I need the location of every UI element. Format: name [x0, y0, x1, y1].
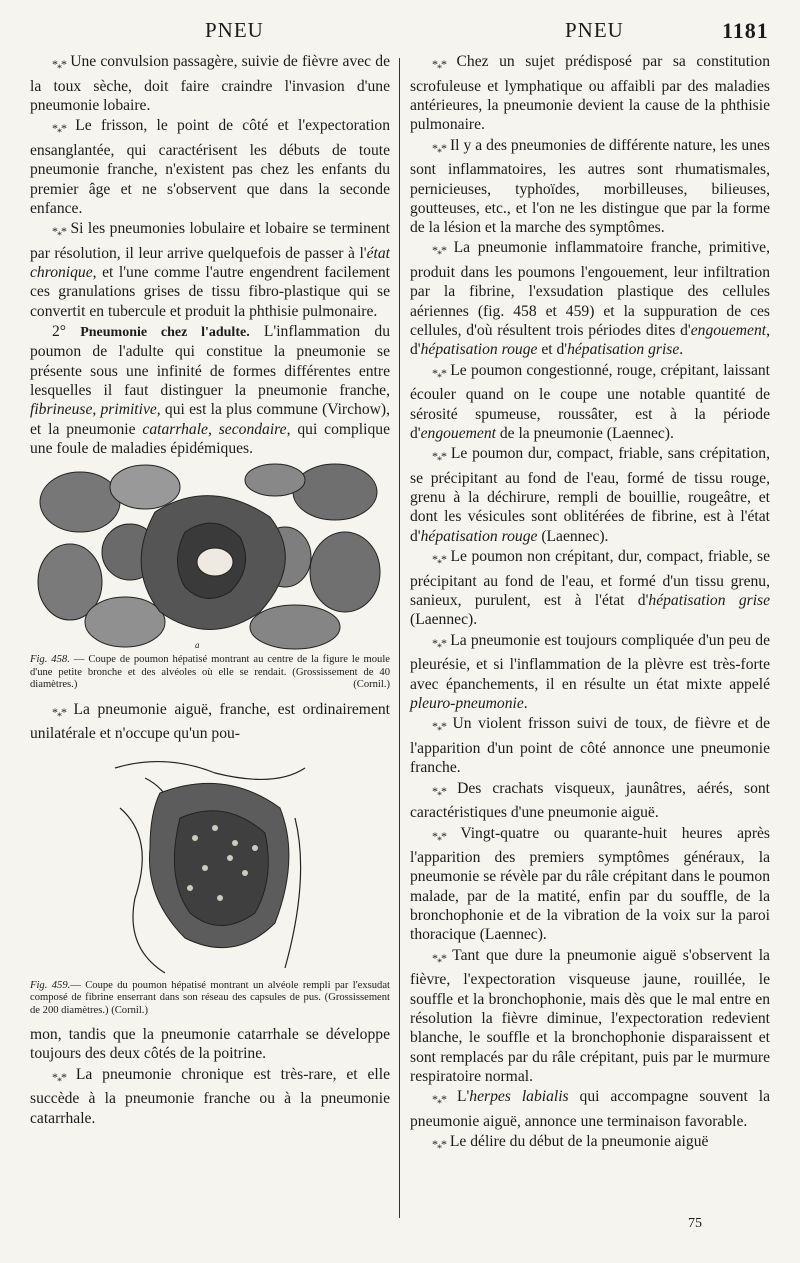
- paragraph: $*_**$ Vingt-quatre ou quarante-huit heures après l'apparition des premiers symptômes généraux, la pneumonie se révèle par du râle crépitant dans le poumon malade, par de la matité, enfin par du souffle, de la bronchophonie et de la vibration de la voix sur la paroi thoracique (Laennec).: [410, 824, 771, 944]
- paragraph: $*_**$ Le frisson, le point de côté et l'expectoration ensanglantée, qui caractérisent les débuts de toute pneumonie franche, n'existent pas chez les enfants du premier âge et ne s'observent que dans la seconde enfance.: [30, 117, 390, 217]
- asterism: $*_**$: [432, 950, 446, 969]
- paragraph: $*_**$ Il y a des pneumonies de différente nature, les unes sont inflammatoires, les autres sont rhumatismales, pernicieuses, typhoïdes, morbilleuses, bilieuses, goutteuses, etc., et l'on ne les distingue que par la forme de la lésion et la marche des symptômes.: [410, 136, 770, 237]
- section-paragraph: 2° Pneumonie chez l'adulte. L'inflammation du poumon de l'adulte qui constitue la pneumonie se présente sous une infinité de formes différentes entre lesquelles il faut distinguer la pneumonie franche, fibrineuse, primitive, qui est la plus commune (Virchow), et la pneumonie catarrhale, secondaire, qui complique une foule de maladies épidémiques.: [30, 323, 390, 457]
- page-number-footer: 75: [688, 1216, 702, 1231]
- right-column: [410, 52, 770, 1158]
- figure-number: Fig. 459.: [30, 979, 71, 991]
- svg-text:a: a: [195, 640, 200, 651]
- asterism: $*_**$: [432, 1137, 446, 1155]
- asterism: $*_**$: [52, 224, 66, 242]
- lung-section-illustration: [35, 462, 385, 652]
- figure-credit: (Cornil.): [353, 679, 390, 691]
- running-head-left: PNEU: [205, 18, 264, 42]
- asterism: $*_**$: [52, 57, 66, 75]
- asterism: $*_**$: [432, 552, 446, 570]
- figure-number: Fig. 458.: [30, 654, 70, 666]
- running-head-right: PNEU: [565, 18, 624, 42]
- paragraph: $*_**$ La pneumonie est toujours compliquée d'un peu de pleurésie, et si l'inflammation de la plèvre est très-forte avec épanchements, il en résulte un état mixte appelé pleuro-pneumonie.: [410, 631, 771, 712]
- paragraph: $*_**$ Le poumon congestionné, rouge, crépitant, laissant écouler quand on le coupe une notable quantité de sérosité spumeuse, roussâter, est à la période d'engouement de la pneumonie (Laennec).: [410, 361, 770, 442]
- figure-caption: Fig. 458. — Coupe de poumon hépatisé montrant au centre de la figure le moule d'une petite bronche et des alvéoles où elle se rendait. (Grossissement de 40 diamètres.) (Cornil.): [30, 654, 390, 691]
- paragraph: $*_**$ Le poumon non crépitant, dur, compact, friable, se précipitant au fond de l'eau, et formé d'un tissu grenu, sanieux, purulent, est à l'état d'hépatisation grise (Laennec).: [410, 548, 771, 629]
- asterism: $*_**$: [432, 365, 446, 384]
- asterism: $*_**$: [432, 57, 446, 75]
- asterism: $*_**$: [432, 140, 446, 158]
- figure-458: [30, 462, 390, 692]
- page-header: [0, 18, 800, 48]
- paragraph: $*_**$ Chez un sujet prédisposé par sa constitution scrofuleuse et lymphatique ou affaibli par des maladies antérieures, la pneumonie devient la cause de la phthisie pulmonaire.: [410, 53, 770, 134]
- figure-credit: (Cornil.): [111, 1004, 148, 1016]
- page-number-header: 1181: [722, 18, 769, 43]
- asterism: $*_**$: [432, 243, 446, 261]
- asterism: $*_**$: [52, 121, 66, 139]
- paragraph: $*_**$ L'herpes labialis qui accompagne souvent la pneumonie aiguë, annonce une terminaison favorable.: [410, 1088, 770, 1130]
- figure-459: [30, 748, 390, 1018]
- asterism: $*_**$: [432, 635, 446, 654]
- column-divider: [399, 58, 400, 1218]
- asterism: $*_**$: [432, 719, 446, 737]
- asterism: $*_**$: [432, 1092, 446, 1110]
- section-heading: Pneumonie chez l'adulte.: [80, 325, 250, 341]
- paragraph: mon, tandis que la pneumonie catarrhale se développe toujours des deux côtés de la poitrine.: [30, 1026, 390, 1063]
- asterism: $*_**$: [52, 1069, 66, 1088]
- paragraph: $*_**$ Si les pneumonies lobulaire et lobaire se terminent par résolution, il leur arrive quelquefois de passer à l'état chronique, et l'une comme l'autre engendrent facilement ces granulations grises de tissu fibro-plastique qui se convertit en tubercule et produit la phthisie pulmonaire.: [30, 220, 390, 320]
- paragraph: $*_**$ Une convulsion passagère, suivie de fièvre avec de la toux sèche, doit faire craindre l'invasion d'une pneumonie lobaire.: [30, 53, 390, 114]
- asterism: $*_**$: [432, 783, 446, 801]
- paragraph: $*_**$ La pneumonie chronique est très-rare, et elle succède à la pneumonie franche ou à la pneumonie catarrhale.: [30, 1065, 390, 1127]
- paragraph: $*_**$ Le délire du début de la pneumonie aiguë: [432, 1133, 709, 1155]
- asterism: $*_**$: [432, 828, 446, 846]
- paragraph: $*_**$ La pneumonie inflammatoire franche, primitive, produit dans les poumons l'engouement, leur infiltration par la fibrine, l'exsudation plastique des cellules aériennes (fig. 458 et 459) et la suppuration de ces cellules, d'où résultent trois périodes dites d'engouement, d'hépatisation rouge et d'hépatisation grise.: [410, 239, 770, 359]
- figure-caption: Fig. 459.— Coupe du poumon hépatisé montrant un alvéole rempli par l'exsudat composé de fibrine enserrant dans son réseau des capsules de pus. (Grossissement de 200 diamètres.) (Cornil.): [30, 979, 390, 1016]
- asterism: $*_**$: [432, 449, 446, 467]
- paragraph: $*_**$ Tant que dure la pneumonie aiguë s'observent la fièvre, l'expectoration visqueuse jaune, rouillée, le souffle et la bronchophonie, mais dès que le mal entre en résolution la fièvre diminue, l'expectoration redevient blanche, le souffle et la bronchophonie disparaissent et sont remplacés par du râle crépitant, puis par le murmure respiratoire normal.: [410, 946, 770, 1085]
- paragraph: $*_**$ Un violent frisson suivi de toux, de fièvre et de l'apparition d'un point de côté annonce une pneumonie franche.: [410, 715, 770, 777]
- asterism: $*_**$: [52, 704, 66, 722]
- alveolus-illustration: [105, 748, 315, 978]
- paragraph: $*_**$ Le poumon dur, compact, friable, sans crépitation, se précipitant au fond de l'eau, formé de tissu rouge, grenu à la déchirure, rempli de bouillie, rougeâtre, et dont les vésicules sont oblitérées de fibrine, est à l'état d'hépatisation rouge (Laennec).: [410, 445, 770, 545]
- paragraph: $*_**$ Des crachats visqueux, jaunâtres, aérés, sont caractéristiques d'une pneumonie aiguë.: [410, 779, 770, 822]
- paragraph: $*_**$ La pneumonie aiguë, franche, est ordinairement unilatérale et n'occupe qu'un pou-: [30, 700, 390, 743]
- left-column: [30, 52, 390, 1129]
